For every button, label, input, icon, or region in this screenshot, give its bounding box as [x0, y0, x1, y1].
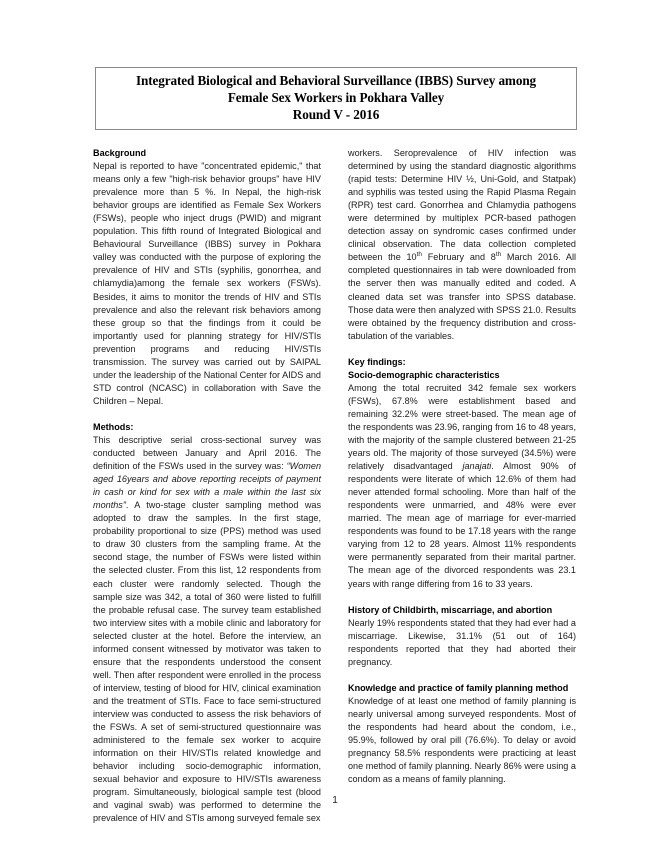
fsw-definition-quote: “Women aged 16years and above reporting receipts of payment in cash or kind for sex with a male within the last six months” — [93, 461, 321, 511]
two-column-body — [93, 147, 577, 825]
paragraph-spacer — [348, 669, 576, 682]
paragraph-spacer — [348, 591, 576, 604]
title-line-3: Round V - 2016 — [292, 107, 380, 122]
title-line-2: Female Sex Workers in Pokhara Valley — [227, 90, 445, 105]
left-column — [93, 147, 321, 825]
methods-continued-part2: February and 8 — [421, 252, 496, 263]
socio-demographic-part1: Among the total recruited 342 female sex workers (FSWs), 67.8% were establishment based and remaining 32.2% were street-based. The mean age of the respondents was 23.96, ranging from 16 to 48 years, with the majority of the sample clustered between 21-25 years old. The majority of those surveyed (34.5%) were relatively disadvantaged — [348, 382, 576, 472]
methods-text-before-quote: This descriptive serial cross-sectional survey was conducted between January and April 2016. The definition of the FSWs used in the survey was: — [93, 434, 321, 472]
family-planning-heading: Knowledge and practice of family planning method — [348, 682, 569, 693]
title-line-1: Integrated Biological and Behavioral Surveillance (IBBS) Survey among — [135, 73, 537, 88]
background-paragraph: Nepal is reported to have "concentrated epidemic," that means only a few "high-risk behavior groups" have HIV prevalence more than 5 %. In Nepal, the high-risk behavior groups are identified as Female Sex Workers (FSWs), people who inject drugs (PWID) and migrant population. This fifth round of Integrated Biological and Behavioural Surveillance (IBBS) survey in Pokhara valley was conducted with the purpose of exploring the prevalence of HIV and STIs (syphilis, gonorrhea, and chlamydia)among the female sex workers (FSWs). Besides, it aims to monitor the trends of HIV and STIs prevalence and also the relevant risk behaviors among these group so that the findings from it could be importantly used for planning strategy for HIV/STIs prevention programs and reducing HIV/STIs transmission. The survey was carried out by SAIPAL under the leadership of the National Center for AIDS and STD control (NCASC) in collaboration with Save the Children – Nepal. — [93, 161, 321, 406]
methods-heading: Methods: — [93, 421, 134, 432]
paragraph-spacer — [348, 343, 576, 356]
paragraph-spacer — [93, 408, 321, 421]
socio-demographic-paragraph — [348, 382, 576, 591]
childbirth-heading: History of Childbirth, miscarriage, and abortion — [348, 604, 553, 615]
family-planning-paragraph: Knowledge of at least one method of family planning is nearly universal among surveyed respondents. Most of the respondents had heard about the condom, i.e., 95.9%, followed by oral pill (76.6%). To delay or avoid pregnancy 58.5% respondents were practicing at least one method of family planning. Nearly 86% were using a condom as a means of family planning. — [348, 695, 576, 785]
janajati-term: janajati — [462, 461, 492, 472]
ordinal-suffix-1: th — [416, 251, 422, 259]
childbirth-paragraph: Nearly 19% respondents stated that they had ever had a miscarriage. Likewise, 31.1% (51 out of 164) respondents reported that they had aborted their pregnancy. — [348, 617, 576, 667]
right-column — [348, 147, 576, 825]
background-heading: Background — [93, 148, 147, 158]
methods-continued-part1: workers. Seroprevalence of HIV infection was determined by using the standard diagnostic algorithms (rapid tests: Determine HIV ½, Uni-Gold, and Statpak) and syphilis was tested using the Rapid Plasma Regain (RPR) test card. Gonorrhea and Chlamydia pathogens were determined by multiplex PCR-based pathogen detection assay on syndromic cases confirmed under clinical observation. The data collection completed between the 10 — [348, 148, 576, 263]
methods-text-after-quote: . A two-stage cluster sampling method was adopted to draw the samples. In the first stage, probability proportional to size (PPS) method was used to draw 30 clusters from the sampling frame. At the second stage, the number of FSWs were listed within the selected cluster. From this list, 12 respondents from each cluster were randomly selected. Though the sample size was 342, a total of 360 were listed to fulfill the probable refusal case. The survey team established two interview sites with a mobile clinic and laboratory for selected cluster at the hotel. Before the interview, an informed consent witnessed by motivator was taken to ensure that the respondents understood the consent well. Then after respondent were enrolled in the process of interview, testing of blood for HIV, clinical examination and the treatment of STIs. Face to face semi-structured interview was conducted to assess the risk behaviors of the FSWs. A set of semi-structured questionnaire was administered to the female sex worker to acquire information on their HIV/STIs related knowledge and behavior including socio-demographic information, sexual behavior and exposure to HIV/STIs awareness program. Simultaneously, biological sample test (blood and vaginal swab) was performed to determine the prevalence of HIV and STIs among surveyed female sex — [93, 500, 321, 824]
ordinal-suffix-2: th — [495, 251, 502, 259]
methods-continued-paragraph — [348, 147, 576, 343]
document-title-box — [95, 67, 577, 130]
key-findings-heading: Key findings: — [348, 356, 406, 367]
methods-paragraph — [93, 434, 321, 825]
methods-continued-part3: March 2016. All completed questionnaires in tab were downloaded from the server then was manually edited and coded. A cleaned data set was transfer into SPSS database. Those data were then analyzed with SPSS 21.0. Results were obtained by the frequency distribution and cross-tabulation of the variables. — [348, 252, 576, 341]
page-number: 1 — [332, 795, 338, 806]
socio-demographic-part2: . Almost 90% of respondents were literate of which 12.6% of them had never attended formal schooling. More than half of the respondents were unmarried, and 48% were ever married. The mean age of marriage for ever-married respondents was found to be 17.18 years with the range varying from 12 to 28 years. Almost 11% respondents were permanently separated from their marital partner. The mean age of the divorced respondents was 23.1 years with range differing from 16 to 33 years. — [348, 461, 576, 589]
socio-demographic-heading: Socio-demographic characteristics — [348, 369, 500, 380]
